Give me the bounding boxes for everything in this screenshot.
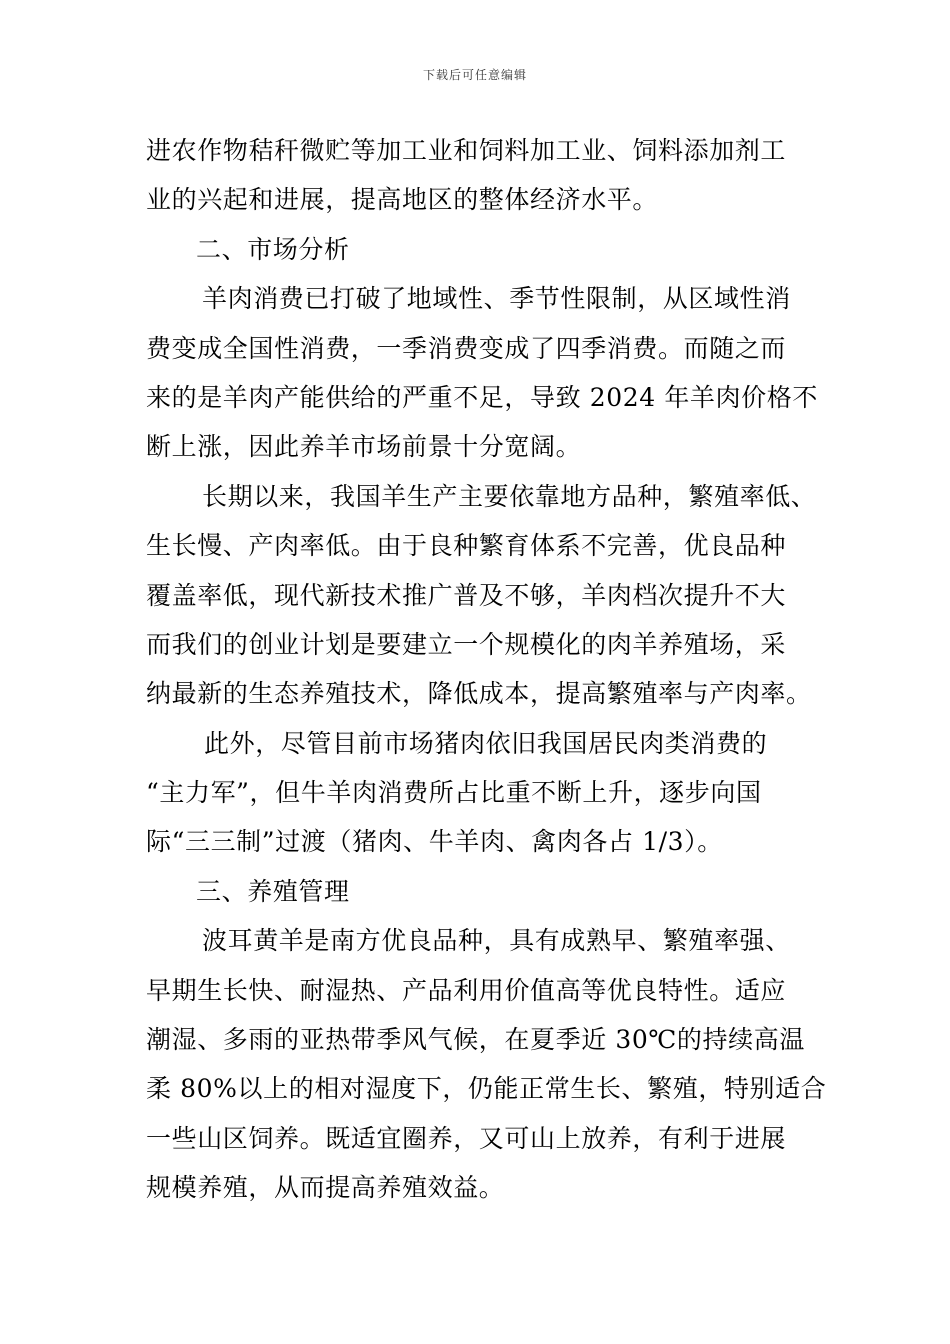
text-line: 羊肉消费已打破了地域性、季节性限制，从区域性消 — [202, 284, 791, 314]
text-line: 覆盖率低，现代新技术推广普及不够，羊肉档次提升不大 — [146, 580, 787, 610]
text-line: 进农作物秸秆微贮等加工业和饲料加工业、饲料添加剂工 — [146, 136, 787, 165]
text-line: 柔 80%以上的相对湿度下，仍能正常生长、繁殖，特别适合 — [146, 1074, 827, 1104]
text-line: 此外，尽管目前市场猪肉依旧我国居民肉类消费的 — [204, 728, 768, 758]
text-line: “主力军”，但牛羊肉消费所占比重不断上升，逐步向国 — [146, 778, 762, 808]
document-body — [146, 126, 826, 1213]
text-line: 长期以来，我国羊生产主要依靠地方品种，繁殖率低、 — [202, 481, 817, 511]
text-line: 规模养殖，从而提高养殖效益。 — [146, 1173, 505, 1203]
text-line: 费变成全国性消费，一季消费变成了四季消费。而随之而 — [146, 333, 787, 363]
text-line: 业的兴起和进展，提高地区的整体经济水平。 — [146, 185, 659, 215]
header-note: 下载后可任意编辑 — [422, 68, 527, 82]
text-line: 早期生长快、耐湿热、产品利用价值高等优良特性。适应 — [146, 975, 787, 1005]
text-line: 来的是羊肉产能供给的严重不足，导致 2024 年羊肉价格不 — [146, 382, 818, 412]
text-line: 一些山区饲养。既适宜圈养，又可山上放养，有利于进展 — [146, 1123, 787, 1153]
text-line: 断上涨，因此养羊市场前景十分宽阔。 — [146, 432, 582, 462]
text-line: 生长慢、产肉率低。由于良种繁育体系不完善，优良品种 — [146, 531, 787, 561]
text-line: 而我们的创业计划是要建立一个规模化的肉羊养殖场，采 — [146, 629, 787, 659]
text-line: 潮湿、多雨的亚热带季风气候，在夏季近 30℃的持续高温 — [146, 1025, 805, 1055]
section-heading: 三、养殖管理 — [196, 876, 350, 906]
text-line: 波耳黄羊是南方优良品种，具有成熟早、繁殖率强、 — [202, 926, 791, 956]
text-line: 纳最新的生态养殖技术，降低成本，提高繁殖率与产肉率。 — [146, 679, 812, 709]
section-heading: 二、市场分析 — [196, 234, 350, 264]
text-line: 际“三三制”过渡（猪肉、牛羊肉、禽肉各占 1/3）。 — [146, 827, 723, 857]
